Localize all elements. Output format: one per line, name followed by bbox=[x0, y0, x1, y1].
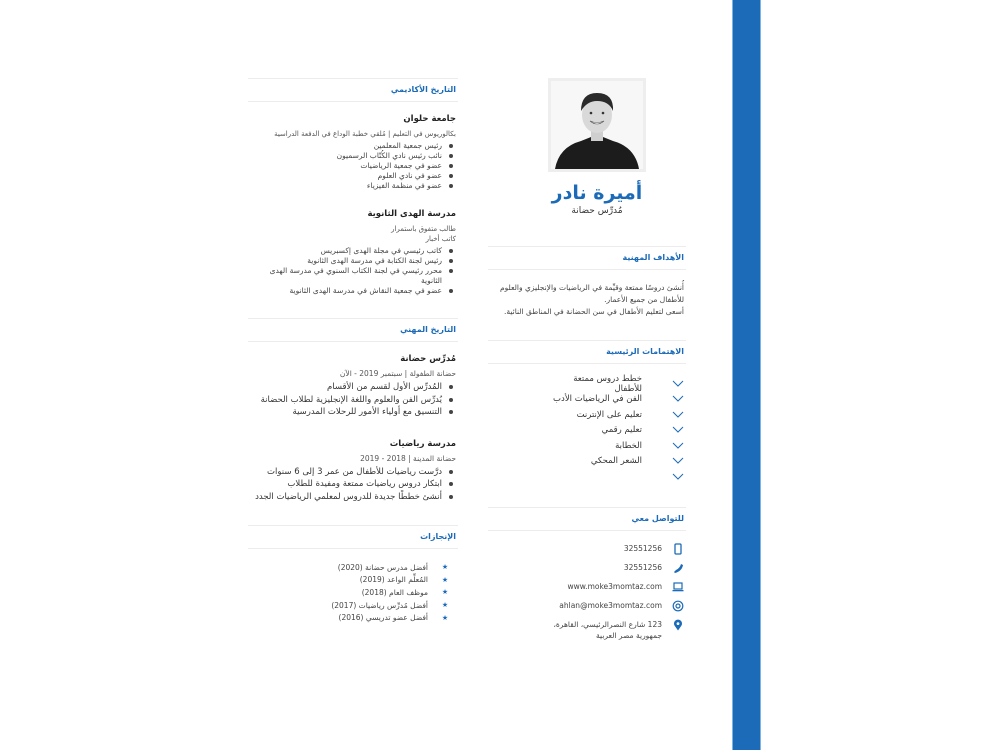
interests-list bbox=[488, 373, 686, 485]
star-icon: ★ bbox=[441, 575, 449, 584]
objectives-text bbox=[488, 282, 686, 318]
entry-title: مدرسة الهدى الثانوية bbox=[367, 209, 456, 219]
mobile-icon bbox=[672, 543, 684, 555]
contact-address: 123 شارع النصرالرئيسي، القاهرة، جمهورية مصر العربية bbox=[488, 619, 686, 641]
bullet-item: عضو في نادي العلوم bbox=[248, 171, 442, 181]
location-pin-icon bbox=[672, 619, 684, 631]
bullet-item: رئيس جمعية المعلمين bbox=[248, 141, 442, 151]
bullet-item: يُدرِّس الفن والعلوم واللغة الإنجليزية لطلاب الحضانة bbox=[248, 394, 442, 407]
entry-title: جامعة حلوان bbox=[403, 114, 456, 124]
resume-left-column bbox=[248, 78, 458, 624]
entry-subtitle: كاتب أخبار bbox=[425, 235, 456, 243]
contact-email[interactable]: ahlan@moke3momtaz.com bbox=[488, 600, 686, 612]
entry-title: مدرسة رياضيات bbox=[389, 438, 456, 449]
decorative-blue-bar bbox=[732, 0, 761, 750]
phone-icon bbox=[672, 562, 684, 574]
star-icon: ★ bbox=[441, 613, 449, 622]
academic-entry bbox=[248, 114, 458, 191]
contact-phone: 32551256 bbox=[488, 562, 686, 574]
entry-subtitle: بكالوريوس في التعليم | مُلقي خطبة الوداع في الدفعة الدراسية bbox=[274, 130, 456, 138]
bullet-item: عضو في جمعية الرياضيات bbox=[248, 161, 442, 171]
contact-website[interactable]: www.moke3momtaz.com bbox=[488, 581, 686, 593]
bullet-item: درَّست رياضيات للأطفال من عمر 3 إلى 6 سنوات bbox=[248, 466, 442, 479]
academic-section-title: التاريخ الأكاديمي bbox=[248, 78, 458, 102]
interest-item: الفن في الرياضيات الأدب bbox=[488, 392, 686, 408]
career-section-title: التاريخ المهني bbox=[248, 318, 458, 342]
person-photo-icon bbox=[551, 81, 643, 169]
chevron-down-icon bbox=[672, 440, 684, 452]
bullet-item: عضو في منظمة الفيزياء bbox=[248, 181, 442, 191]
achievements-section-title: الإنجازات bbox=[248, 525, 458, 549]
interest-item: الخطابة bbox=[488, 438, 686, 454]
academic-entry bbox=[248, 209, 458, 296]
entry-bullets bbox=[248, 141, 456, 191]
interest-item: خطط دروس ممتعة للأطفال bbox=[488, 376, 686, 392]
objectives-line: أُنشئ دروسًا ممتعة وقيِّمة في الرياضيات والإنجليزي والعلوم للأطفال من جميع الأعمار. bbox=[499, 283, 684, 304]
entry-subtitle: طالب متفوق باستمرار bbox=[391, 225, 456, 233]
interests-section-title: الاهتمامات الرئيسية bbox=[488, 340, 686, 364]
chevron-down-icon bbox=[672, 409, 684, 421]
objectives-line: أسعى لتعليم الأطفال في سن الحضانة في المناطق النائية. bbox=[504, 307, 684, 316]
entry-subtitle: حضانة المدينة | 2018 - 2019 bbox=[360, 453, 456, 463]
profile-photo bbox=[548, 78, 646, 172]
bullet-item: كاتب رئيسي في مجلة الهدى إكسبريس bbox=[248, 246, 442, 256]
achievements-list bbox=[248, 561, 458, 624]
career-entry bbox=[248, 439, 458, 504]
interest-item: تعليم رقمي bbox=[488, 423, 686, 439]
profile-photo-frame bbox=[508, 78, 686, 172]
star-icon: ★ bbox=[441, 601, 449, 610]
achievement-item: ★ موظف العام (2018) bbox=[361, 587, 449, 597]
at-icon bbox=[672, 600, 684, 612]
bullet-item: أنشئ خططًا جديدة للدروس لمعلمي الرياضيات الجدد bbox=[248, 491, 442, 504]
profile-name: أميرة نادر bbox=[551, 182, 643, 204]
profile-role: مُدرِّس حضانة bbox=[571, 206, 623, 216]
interest-item: الشعر المحكي bbox=[488, 454, 686, 470]
chevron-down-icon bbox=[672, 424, 684, 436]
achievement-item: ★ أفضل عضو تدريسي (2016) bbox=[338, 613, 449, 623]
bullet-item: رئيس لجنة الكتابة في مدرسة الهدى الثانوية bbox=[248, 256, 442, 266]
star-icon: ★ bbox=[441, 588, 449, 597]
chevron-down-icon bbox=[672, 393, 684, 405]
star-icon: ★ bbox=[441, 563, 449, 572]
bullet-item: المُدرِّس الأول لقسم من الأقسام bbox=[248, 381, 442, 394]
chevron-down-icon bbox=[672, 471, 684, 483]
bullet-item: محرر رئيسي في لجنة الكتاب السنوي في مدرسة الهدى الثانوية bbox=[248, 266, 442, 286]
bullet-item: التنسيق مع أولياء الأمور للرحلات المدرسية bbox=[248, 406, 442, 419]
entry-bullets bbox=[248, 381, 456, 419]
bullet-item: ابتكار دروس رياضيات ممتعة ومفيدة للطلاب bbox=[248, 478, 442, 491]
achievement-item: ★ أفضل مدرس حضانة (2020) bbox=[337, 562, 449, 572]
entry-subtitle: حضانة الطفولة | سبتمبر 2019 - الآن bbox=[339, 369, 456, 378]
objectives-section-title: الأهداف المهنية bbox=[488, 246, 686, 270]
interest-item bbox=[488, 469, 686, 485]
bullet-item: عضو في جمعية النقاش في مدرسة الهدى الثانوية bbox=[248, 286, 442, 296]
entry-bullets bbox=[248, 466, 456, 504]
entry-bullets bbox=[248, 246, 456, 296]
contact-list bbox=[488, 543, 686, 641]
resume-right-column bbox=[488, 78, 686, 648]
chevron-down-icon bbox=[672, 455, 684, 467]
entry-title: مُدرِّس حضانة bbox=[400, 354, 456, 364]
contact-mobile: 32551256 bbox=[488, 543, 686, 555]
career-entry bbox=[248, 354, 458, 419]
laptop-icon bbox=[672, 581, 684, 593]
achievement-item: ★ المُعلِّم الواعد (2019) bbox=[359, 575, 449, 585]
achievement-item: ★ أفضل مُدرِّس رياضيات (2017) bbox=[331, 600, 449, 610]
interest-item: تعليم على الإنترنت bbox=[488, 407, 686, 423]
contact-section-title: للتواصل معي bbox=[488, 507, 686, 531]
chevron-down-icon bbox=[672, 378, 684, 390]
bullet-item: نائب رئيس نادي الكُتّاب الرسميون bbox=[248, 151, 442, 161]
